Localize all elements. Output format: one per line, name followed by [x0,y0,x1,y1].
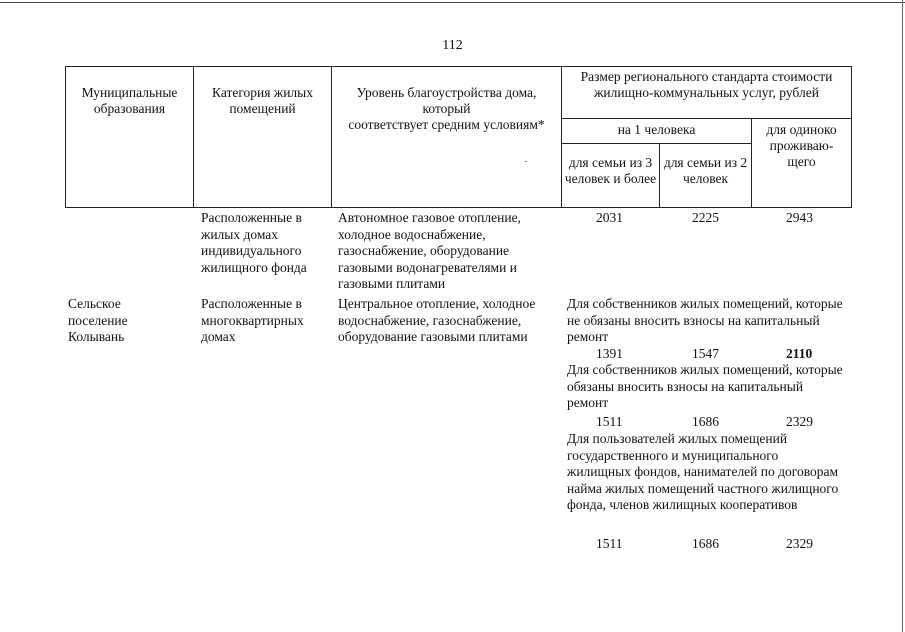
row2-group3-value-family2: 1686 [692,536,719,551]
row2-group2-value-single: 2329 [786,414,813,429]
row2-group1-value-family3: 1391 [596,346,623,361]
row1-value-family2: 2225 [692,210,719,225]
row2-group1-label: Для собственников жилых помещений, которые не обязаны вносить взносы на капитальный ремонт [567,296,843,345]
row2-group2-value-family3: 1511 [596,414,623,429]
row2-group2-value-family2: 1686 [692,414,719,429]
header-single: для одиноко проживаю- щего [752,119,852,208]
page-number: 112 [442,38,463,53]
scan-speck [525,161,527,162]
header-per-person: на 1 человека [562,119,752,144]
table-header [65,66,852,208]
header-family-3: для семьи из 3 человек и более [562,144,660,208]
header-category: Категория жилых помещений [194,67,332,208]
row2-group1-value-single: 2110 [786,346,813,361]
header-level: Уровень благоустройства дома, который соответствует средним условиям* [332,67,562,208]
row2-group2-label: Для собственников жилых помещений, которые обязаны вносить взносы на капитальный ремонт [567,362,843,411]
row2-level: Центральное отопление, холодное водоснабжение, газоснабжение, оборудование газовыми плитами [338,296,536,345]
scan-edge-top [0,2,905,3]
row2-municipal: Сельское поселение Колывань [68,296,128,345]
row1-value-single: 2943 [786,210,813,225]
row2-group1-value-family2: 1547 [692,346,719,361]
row2-group3-value-single: 2329 [786,536,813,551]
header-municipal: Муниципальные образования [66,67,194,208]
row1-value-family3: 2031 [596,210,623,225]
scan-edge-right [902,0,903,632]
row1-level: Автономное газовое отопление, холодное водоснабжение, газоснабжение, оборудование газовыми водонагревателями и газовыми плитами [338,210,521,292]
header-family-2: для семьи из 2 человек [660,144,752,208]
row2-group3-value-family3: 1511 [596,536,623,551]
row1-category: Расположенные в жилых домах индивидуального жилищного фонда [201,210,307,275]
row2-group3-label: Для пользователей жилых помещений государственного и муниципального жилищных фондов, нанимателей по договорам найма жилых помещений частного жилищного фонда, членов жилищных кооперативов [567,431,839,513]
row2-category: Расположенные в многоквартирных домах [201,296,304,345]
header-standard: Размер регионального стандарта стоимости жилищно-коммунальных услуг, рублей [562,67,852,119]
